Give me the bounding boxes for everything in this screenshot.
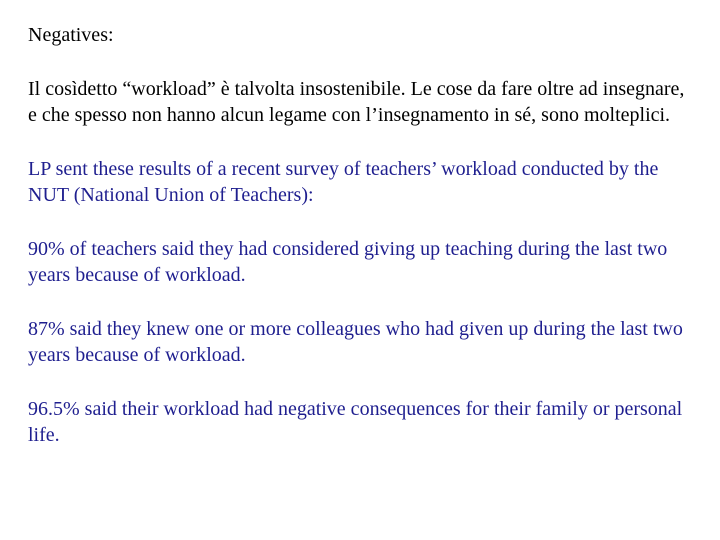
slide-heading: Negatives: xyxy=(28,24,114,46)
survey-result-1: 90% of teachers said they had considered giving up teaching during the last two years because of workload. xyxy=(28,237,668,286)
intro-paragraph: Il cosìdetto “workload” è talvolta insostenibile. Le cose da fare oltre ad insegnare, e che spesso non hanno alcun legame con l’insegnamento in sé, sono molteplici. xyxy=(28,77,685,126)
survey-result-3: 96.5% said their workload had negative consequences for their family or personal life. xyxy=(28,397,683,446)
slide-content xyxy=(28,22,698,476)
survey-intro-paragraph: LP sent these results of a recent survey of teachers’ workload conducted by the NUT (National Union of Teachers): xyxy=(28,157,659,206)
survey-result-2: 87% said they knew one or more colleagues who had given up during the last two years because of workload. xyxy=(28,317,683,366)
